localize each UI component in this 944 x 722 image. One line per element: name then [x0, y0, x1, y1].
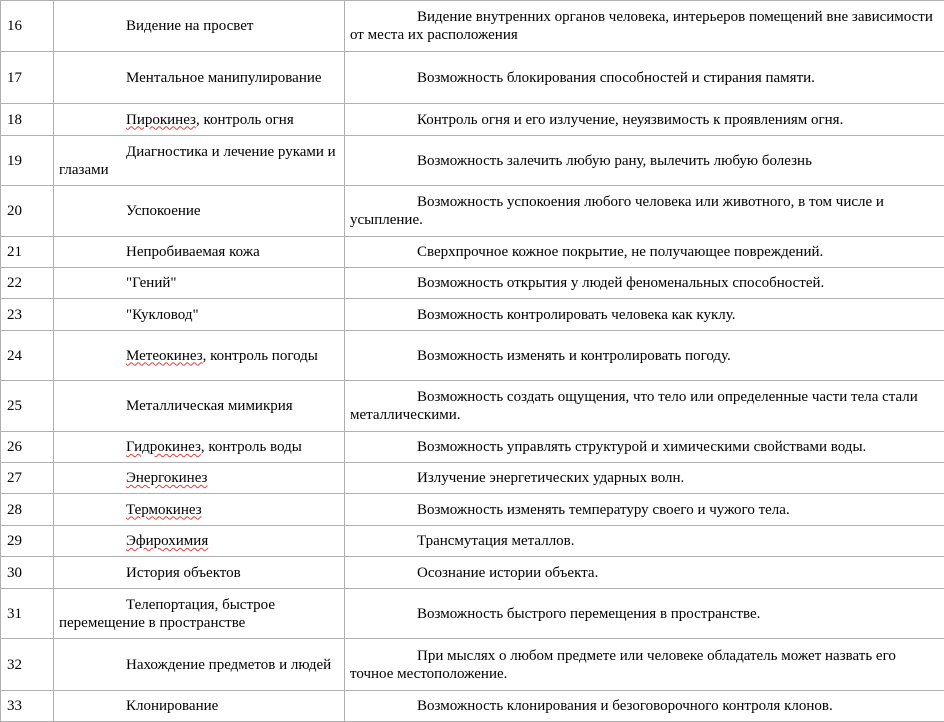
table-row	[1, 639, 944, 691]
row-number: 17	[1, 52, 54, 104]
ability-description: Возможность создать ощущения, что тело или определенные части тела стали металлическими.	[345, 381, 944, 432]
row-number: 32	[1, 639, 54, 691]
ability-description: Возможность управлять структурой и химическими свойствами воды.	[345, 432, 944, 463]
ability-description: Осознание истории объекта.	[345, 557, 944, 589]
row-number: 31	[1, 589, 54, 639]
ability-description: Возможность блокирования способностей и стирания памяти.	[345, 52, 944, 104]
table-row	[1, 526, 944, 557]
row-number: 21	[1, 237, 54, 268]
spellcheck-word: Термокинез	[126, 502, 202, 518]
ability-name: Телепортация, быстрое перемещение в пространстве	[54, 589, 345, 639]
ability-name-rest: , контроль огня	[196, 112, 294, 128]
ability-description: Возможность изменять и контролировать погоду.	[345, 331, 944, 381]
spellcheck-word: Пирокинез	[126, 112, 196, 128]
table-row	[1, 331, 944, 381]
table-row	[1, 268, 944, 299]
row-number: 18	[1, 104, 54, 136]
ability-description: Видение внутренних органов человека, интерьеров помещений вне зависимости от места их расположения	[345, 1, 944, 52]
ability-name: Клонирование	[54, 691, 345, 722]
ability-name: История объектов	[54, 557, 345, 589]
ability-name: Металлическая мимикрия	[54, 381, 345, 432]
ability-description: Трансмутация металлов.	[345, 526, 944, 557]
ability-name: Нахождение предметов и людей	[54, 639, 345, 691]
table-row	[1, 1, 944, 52]
ability-name: "Кукловод"	[54, 299, 345, 331]
row-number: 26	[1, 432, 54, 463]
row-number: 23	[1, 299, 54, 331]
ability-description: Возможность быстрого перемещения в пространстве.	[345, 589, 944, 639]
row-number: 30	[1, 557, 54, 589]
ability-description: Возможность клонирования и безоговорочного контроля клонов.	[345, 691, 944, 722]
ability-description: Возможность успокоения любого человека или животного, в том числе и усыпление.	[345, 186, 944, 237]
ability-name: Ментальное манипулирование	[54, 52, 345, 104]
table-row	[1, 104, 944, 136]
table-row	[1, 589, 944, 639]
ability-name	[54, 494, 345, 526]
ability-name: Видение на просвет	[54, 1, 345, 52]
ability-name	[54, 432, 345, 463]
row-number: 20	[1, 186, 54, 237]
ability-description: Возможность открытия у людей феноменальных способностей.	[345, 268, 944, 299]
table-row	[1, 381, 944, 432]
spellcheck-word: Энергокинез	[126, 470, 207, 486]
row-number: 22	[1, 268, 54, 299]
table-row	[1, 52, 944, 104]
ability-name: Успокоение	[54, 186, 345, 237]
ability-name	[54, 463, 345, 494]
row-number: 16	[1, 1, 54, 52]
row-number: 27	[1, 463, 54, 494]
ability-name	[54, 104, 345, 136]
table-row	[1, 237, 944, 268]
ability-description: Возможность залечить любую рану, вылечить любую болезнь	[345, 136, 944, 186]
ability-description: Контроль огня и его излучение, неуязвимость к проявлениям огня.	[345, 104, 944, 136]
ability-description: Возможность изменять температуру своего и чужого тела.	[345, 494, 944, 526]
table-row	[1, 494, 944, 526]
spellcheck-word: Метеокинез	[126, 348, 203, 364]
ability-name	[54, 331, 345, 381]
ability-description: При мыслях о любом предмете или человеке обладатель может назвать его точное местоположение.	[345, 639, 944, 691]
row-number: 24	[1, 331, 54, 381]
table-row	[1, 186, 944, 237]
table-row	[1, 299, 944, 331]
ability-description: Сверхпрочное кожное покрытие, не получающее повреждений.	[345, 237, 944, 268]
spellcheck-word: Гидрокинез	[126, 439, 201, 455]
table-row	[1, 463, 944, 494]
ability-name-rest: , контроль погоды	[203, 348, 318, 364]
spellcheck-word: Эфирохимия	[126, 533, 208, 549]
ability-name	[54, 526, 345, 557]
row-number: 28	[1, 494, 54, 526]
ability-description: Излучение энергетических ударных волн.	[345, 463, 944, 494]
table-row	[1, 432, 944, 463]
ability-description: Возможность контролировать человека как куклу.	[345, 299, 944, 331]
abilities-table-body	[1, 1, 944, 722]
row-number: 33	[1, 691, 54, 722]
row-number: 29	[1, 526, 54, 557]
ability-name-rest: , контроль воды	[201, 439, 302, 455]
ability-name: Диагностика и лечение руками и глазами	[54, 136, 345, 186]
table-row	[1, 136, 944, 186]
ability-name: "Гений"	[54, 268, 345, 299]
table-row	[1, 691, 944, 722]
ability-name: Непробиваемая кожа	[54, 237, 345, 268]
row-number: 25	[1, 381, 54, 432]
table-row	[1, 557, 944, 589]
row-number: 19	[1, 136, 54, 186]
